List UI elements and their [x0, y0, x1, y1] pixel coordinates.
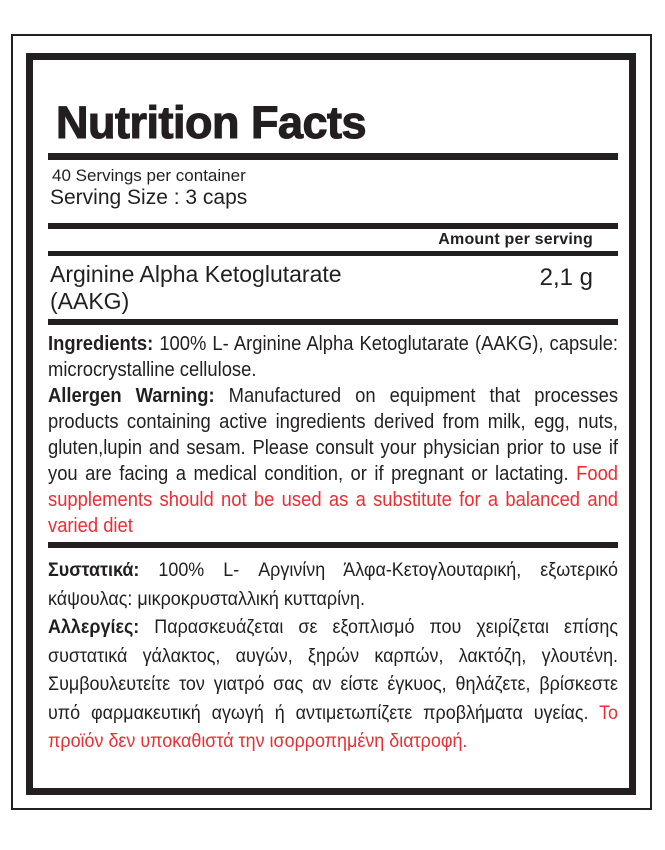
divider-under-title	[48, 153, 618, 160]
english-warning-red-text: Food supplements should not be used as a substitute for a balanced and varied diet	[48, 463, 619, 537]
english-ingredients-paragraph	[48, 331, 618, 383]
serving-size-text: Serving Size : 3 caps	[50, 186, 248, 209]
greek-allergen-paragraph	[48, 613, 618, 756]
nutrient-amount-value: 2,1 g	[539, 264, 593, 291]
greek-ingredients-paragraph	[48, 556, 618, 613]
english-allergen-label: Allergen Warning:	[48, 385, 215, 407]
english-info-section	[48, 331, 618, 539]
greek-ingredients-text: 100% L- Αργινίνη Άλφα-Κετογλουταρική, εξωτερικό κάψουλας: μικροκρυσταλλική κυτταρίνη.	[48, 559, 619, 610]
greek-ingredients-label: Συστατικά:	[48, 559, 140, 581]
divider-above-greek-section	[48, 542, 618, 548]
divider-below-nutrient-row	[48, 319, 618, 325]
nutrient-name-line1: Arginine Alpha Ketoglutarate	[50, 261, 342, 287]
english-ingredients-text: 100% L- Arginine Alpha Ketoglutarate (AAKG), capsule: microcrystalline cellulose.	[48, 333, 619, 381]
divider-below-amount-header	[48, 251, 618, 256]
nutrient-name-line2: (AAKG)	[50, 288, 130, 314]
english-ingredients-label: Ingredients:	[48, 333, 154, 355]
nutrition-facts-title: Nutrition Facts	[56, 97, 367, 148]
greek-warning-red-text: Το προϊόν δεν υποκαθιστά την ισορροπημένη διατροφή.	[48, 701, 619, 752]
nutrient-row	[48, 261, 618, 315]
amount-per-serving-header: Amount per serving	[438, 231, 593, 248]
greek-allergen-label: Αλλεργίες:	[48, 616, 140, 638]
label-outer-frame	[11, 34, 652, 810]
divider-above-amount-header	[48, 223, 618, 229]
greek-info-section	[48, 556, 618, 756]
label-content	[33, 97, 629, 762]
greek-allergen-text: Παρασκευάζεται σε εξοπλισμό που χειρίζεται επίσης συστατικά γάλακτος, αυγών, ξηρών καρπών, λακτόζη, γλουτένη. Συμβουλευτείτε τον γιατρό σας αν είστε έγκυος, θηλάζετε, βρίσκεστε υπό φαρμακευτική αγωγή ή αντιμετωπίζετε προβλήματα υγείας.	[48, 616, 619, 724]
english-allergen-paragraph	[48, 383, 618, 539]
servings-per-container-text: 40 Servings per container	[52, 166, 246, 185]
nutrient-name	[50, 261, 342, 315]
label-inner-frame	[26, 53, 636, 795]
english-allergen-text: Manufactured on equipment that processes products containing active ingredients derived from milk, egg, nuts, gluten,lupin and sesam. Please consult your physician prior to use if you are facing a medical condition, or if pregnant or lactating.	[48, 385, 619, 485]
